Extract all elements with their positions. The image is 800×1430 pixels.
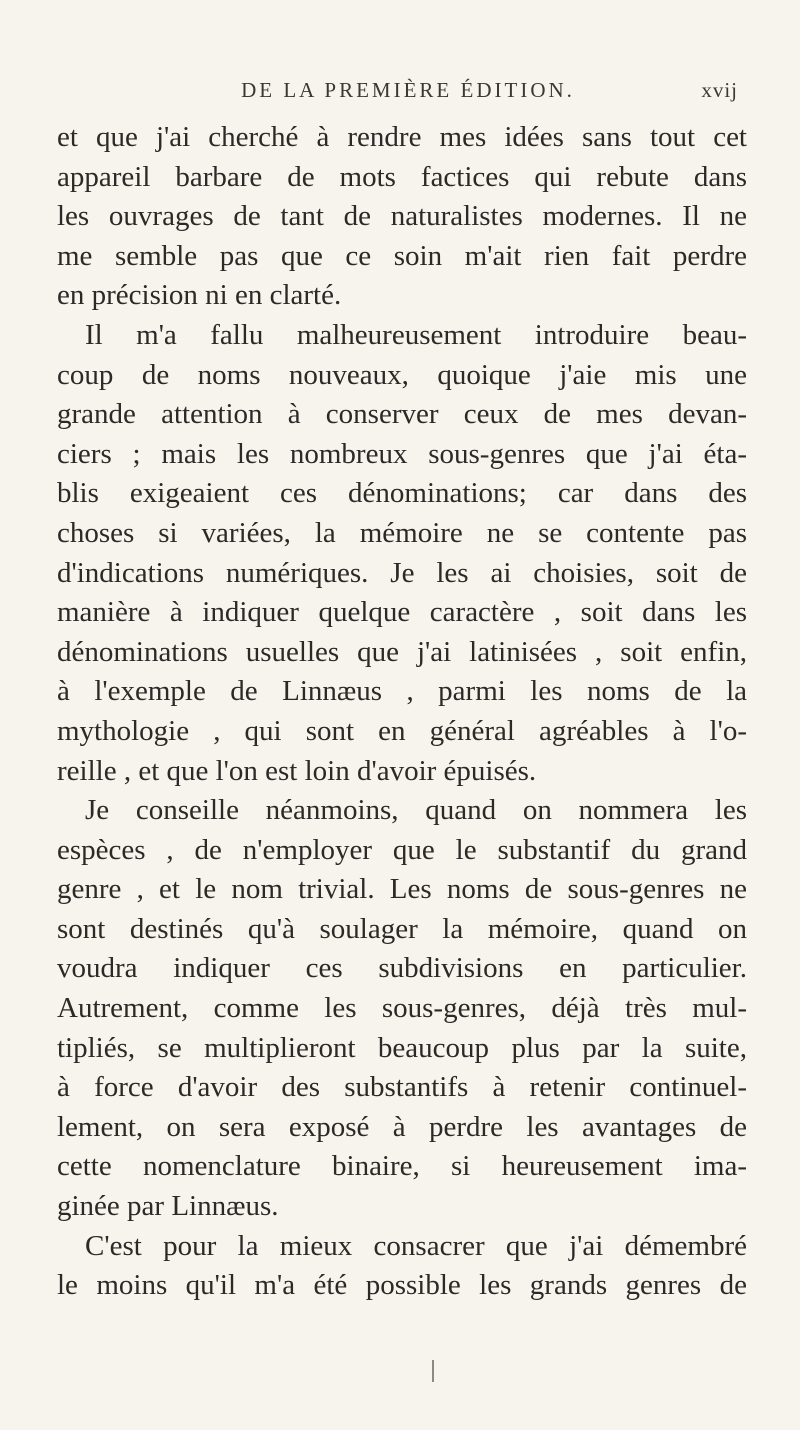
running-head (98, 78, 738, 110)
text-line: choses si variées, la mémoire ne se contente pas (57, 516, 747, 549)
body-text (57, 118, 747, 1306)
text-line: Autrement, comme les sous-genres, déjà très mul- (57, 992, 747, 1025)
text-line: tipliés, se multiplieront beaucoup plus par la suite, (57, 1031, 747, 1064)
text-line: me semble pas que ce soin m'ait rien fait perdre (57, 239, 747, 272)
text-line: espèces , de n'employer que le substantif du grand (57, 833, 747, 866)
text-line: les ouvrages de tant de naturalistes modernes. Il ne (57, 200, 747, 233)
text-line: blis exigeaient ces dénominations; car dans des (57, 477, 747, 510)
paragraph-start-line: C'est pour la mieux consacrer que j'ai démembré (85, 1229, 747, 1262)
text-line: le moins qu'il m'a été possible les grands genres de (57, 1269, 747, 1302)
paragraph-start-line: Il m'a fallu malheureusement introduire beau- (85, 318, 747, 351)
page-number: xvij (701, 78, 738, 102)
text-line: à l'exemple de Linnæus , parmi les noms de la (57, 675, 747, 708)
text-line: cette nomenclature binaire, si heureusement ima- (57, 1150, 747, 1183)
text-line: mythologie , qui sont en général agréables à l'o- (57, 714, 747, 747)
text-line: à force d'avoir des substantifs à retenir continuel- (57, 1071, 747, 1104)
text-line: ginée par Linnæus. (57, 1190, 279, 1223)
text-line: reille , et que l'on est loin d'avoir épuisés. (57, 754, 537, 787)
text-line: grande attention à conserver ceux de mes devan- (57, 398, 747, 431)
text-line: en précision ni en clarté. (57, 279, 342, 312)
text-line: sont destinés qu'à soulager la mémoire, quand on (57, 912, 747, 945)
text-line: dénominations usuelles que j'ai latinisées , soit enfin, (57, 635, 747, 668)
text-line: genre , et le nom trivial. Les noms de sous-genres ne (57, 873, 747, 906)
text-line: ciers ; mais les nombreux sous-genres que j'ai éta- (57, 437, 747, 470)
text-line: appareil barbare de mots factices qui rebute dans (57, 160, 747, 193)
text-line: coup de noms nouveaux, quoique j'aie mis une (57, 358, 747, 391)
text-line: d'indications numériques. Je les ai choisies, soit de (57, 556, 747, 589)
text-line: voudra indiquer ces subdivisions en particulier. (57, 952, 747, 985)
text-line: manière à indiquer quelque caractère , soit dans les (57, 596, 747, 629)
paragraph-start-line: Je conseille néanmoins, quand on nommera les (85, 794, 747, 827)
printer-mark (432, 1360, 434, 1382)
text-line: et que j'ai cherché à rendre mes idées sans tout cet (57, 121, 747, 153)
text-line: lement, on sera exposé à perdre les avantages de (57, 1110, 747, 1143)
running-title: DE LA PREMIÈRE ÉDITION. (241, 78, 575, 102)
